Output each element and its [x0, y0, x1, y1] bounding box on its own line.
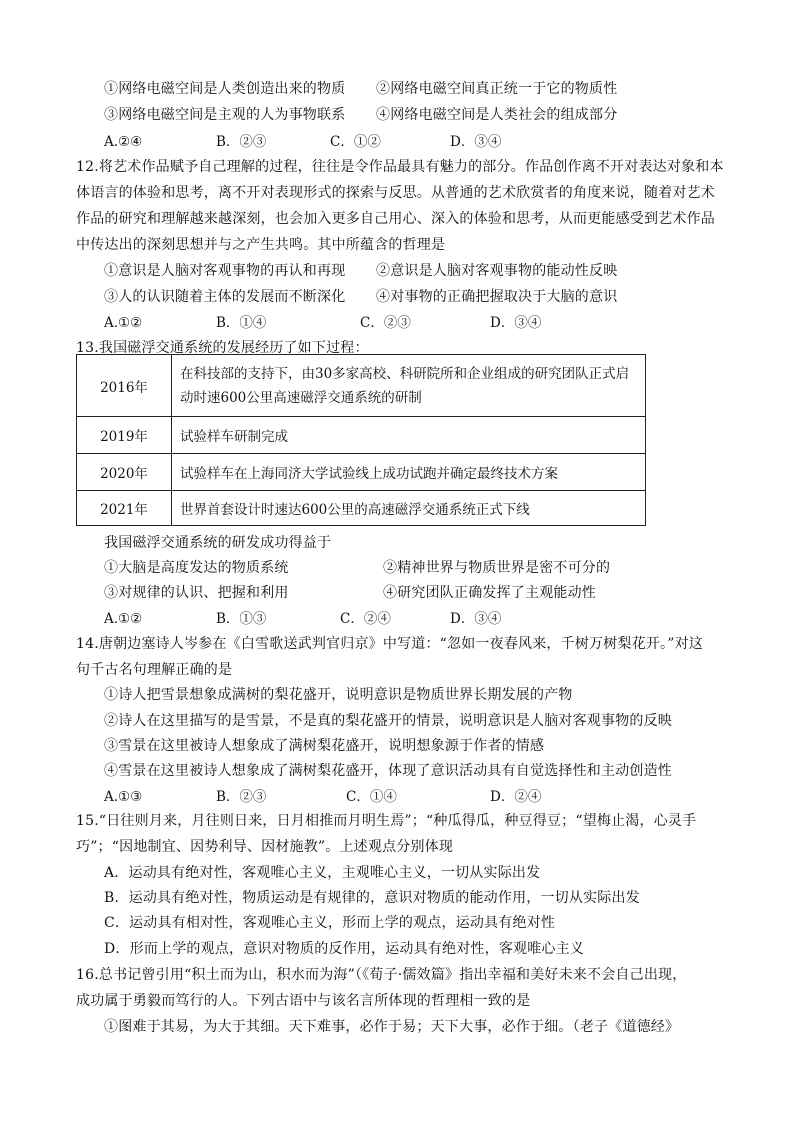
timeline-event: 试验样车研制完成 [172, 417, 646, 454]
q12-option-c: C．②③ [360, 315, 411, 331]
q14-stem-line-2: 句千古名句理解正确的是 [76, 662, 233, 678]
q16-stem-line-2: 成功属于勇毅而笃行的人。下列古语中与该名言所体现的哲理相一致的是 [76, 993, 531, 1009]
q15-option-b: B．运动具有绝对性，物质运动是有规律的，意识对物质的能动作用，一切从实际出发 [104, 890, 640, 906]
timeline-row [77, 454, 646, 491]
q12-stem-line-4: 中传达出的深刻思想并与之产生共鸣。其中所蕴含的哲理是 [76, 237, 446, 253]
q15-stem-line-1: 15.“日往则月来，月往则日来，日月相推而月明生焉”；“种瓜得瓜，种豆得豆；“望梅止渴，心灵手 [76, 813, 697, 829]
q16-stem-line-1: 16.总书记曾引用“积土而为山，积水而为海”（《荀子·儒效篇》指出幸福和美好未来不会自己出现， [76, 967, 687, 983]
q15-stem-line-2: 巧”；“因地制宜、因势利导、因材施教”。上述观点分别体现 [76, 839, 454, 855]
timeline-event-line: 动时速600公里高速磁浮交通系统的研制 [180, 389, 422, 406]
timeline-year: 2020年 [77, 454, 172, 491]
q11-option-c: C．①② [330, 134, 381, 150]
q13-option-c: C．②④ [340, 611, 391, 627]
q14-statement-2: ②诗人在这里描写的是雪景，不是真的梨花盛开的情景，说明意识是人脑对客观事物的反映 [104, 713, 672, 729]
q14-option-c: C．①④ [346, 789, 397, 805]
q13-stem: 13.我国磁浮交通系统的发展经历了如下过程： [76, 340, 369, 356]
q11-option-b: B．②③ [216, 134, 267, 150]
q14-statement-1: ①诗人把雪景想象成满树的梨花盛开，说明意识是物质世界长期发展的产物 [104, 687, 573, 703]
maglev-timeline-table [76, 354, 646, 526]
timeline-event: 世界首套设计时速达600公里的高速磁浮交通系统正式下线 [172, 491, 646, 526]
q14-option-a: A.①③ [104, 789, 143, 805]
q13-option-a: A.①② [104, 611, 143, 627]
q11-statement-4: ④网络电磁空间是人类社会的组成部分 [376, 107, 618, 123]
q14-option-b: B．②③ [216, 789, 267, 805]
q12-option-d: D．③④ [490, 315, 542, 331]
q11-option-a: A.②④ [104, 134, 143, 150]
q13-statement-3: ③对规律的认识、把握和利用 [104, 585, 289, 601]
q12-stem-line-3: 作品的研究和理解越来越深刻，也会加入更多自己用心、深入的体验和思考，从而更能感受到艺术作品 [76, 211, 715, 227]
q14-option-d: D．②④ [490, 789, 542, 805]
q12-stem-line-1: 12.将艺术作品赋予自己理解的过程，往往是令作品最具有魅力的部分。作品创作离不开对表达对象和本 [76, 159, 724, 175]
q11-statement-3: ③网络电磁空间是主观的人为事物联系 [104, 107, 346, 123]
q11-statement-2: ②网络电磁空间真正统一于它的物质性 [376, 81, 618, 97]
q11-statement-1: ①网络电磁空间是人类创造出来的物质 [104, 81, 346, 97]
q15-option-c: C．运动具有相对性，客观唯心主义，形而上学的观点，运动具有绝对性 [104, 915, 556, 931]
q12-option-a: A.①② [104, 315, 143, 331]
q13-option-b: B．①③ [216, 611, 267, 627]
q13-statement-4: ④研究团队正确发挥了主观能动性 [383, 585, 596, 601]
q12-statement-1: ①意识是人脑对客观事物的再认和再现 [104, 263, 346, 279]
q12-statement-4: ④对事物的正确把握取决于大脑的意识 [376, 289, 618, 305]
q14-stem-line-1: 14.唐朝边塞诗人岑参在《白雪歌送武判官归京》中写道：“忽如一夜春风来，千树万树梨花开。”对这 [76, 636, 703, 652]
q11-option-d: D．③④ [450, 134, 502, 150]
timeline-row [77, 491, 646, 526]
timeline-event [172, 355, 646, 417]
q12-option-b: B．①④ [216, 315, 267, 331]
q13-option-d: D．③④ [450, 611, 502, 627]
q15-option-a: A．运动具有绝对性，客观唯心主义，主观唯心主义，一切从实际出发 [104, 865, 541, 881]
q15-option-d: D．形而上学的观点，意识对物质的反作用，运动具有绝对性，客观唯心主义 [104, 941, 585, 957]
q16-statement-1: ①图难于其易，为大于其细。天下难事，必作于易；天下大事，必作于细。（老子《道德经》 [104, 1019, 680, 1035]
q14-statement-4: ④雪景在这里被诗人想象成了满树梨花盛开，体现了意识活动具有自觉选择性和主动创造性 [104, 763, 672, 779]
q13-statement-2: ②精神世界与物质世界是密不可分的 [383, 560, 611, 576]
timeline-year: 2019年 [77, 417, 172, 454]
q12-statement-2: ②意识是人脑对客观事物的能动性反映 [376, 263, 618, 279]
timeline-row [77, 355, 646, 417]
q13-statement-1: ①大脑是高度发达的物质系统 [104, 560, 289, 576]
timeline-year: 2016年 [77, 355, 172, 417]
q13-question: 我国磁浮交通系统的研发成功得益于 [104, 535, 332, 551]
timeline-year: 2021年 [77, 491, 172, 526]
q14-statement-3: ③雪景在这里被诗人想象成了满树梨花盛开，说明想象源于作者的情感 [104, 738, 545, 754]
timeline-event: 试验样车在上海同济大学试验线上成功试跑并确定最终技术方案 [172, 454, 646, 491]
timeline-event-line: 在科技部的支持下，由30多家高校、科研院所和企业组成的研究团队正式启 [180, 365, 630, 382]
timeline-row [77, 417, 646, 454]
q12-stem-line-2: 体语言的体验和思考，离不开对表现形式的探索与反思。从普通的艺术欣赏者的角度来说，随着对艺术 [76, 185, 715, 201]
q12-statement-3: ③人的认识随着主体的发展而不断深化 [104, 289, 346, 305]
